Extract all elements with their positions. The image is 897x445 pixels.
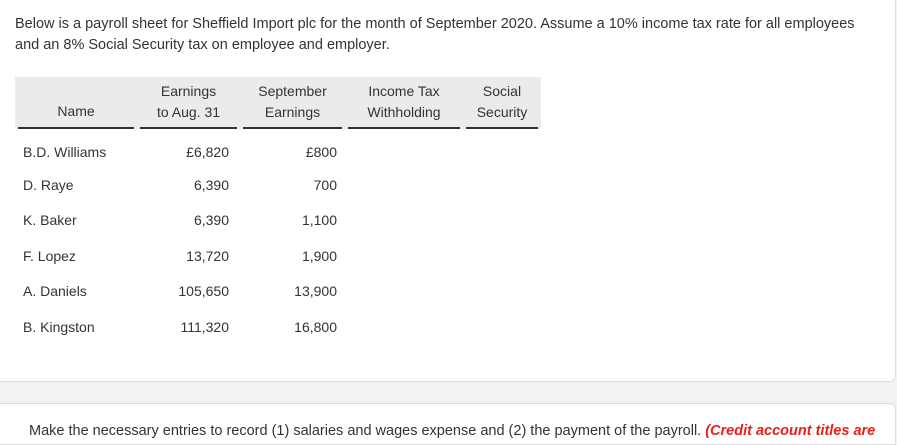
header-social-security-line1: Social [482, 83, 522, 99]
instruction-main: Make the necessary entries to record (1) salaries and wages expense and (2) the payment of the payroll. [29, 423, 706, 439]
cell-earnings: 6,390 [193, 176, 229, 193]
table-row [15, 238, 541, 274]
cell-name: B.D. Williams [23, 144, 107, 160]
table-row [15, 129, 541, 167]
header-name-label: Name [57, 103, 95, 119]
header-income-tax-line2: Withholding [367, 104, 441, 120]
cell-income-tax [345, 167, 463, 203]
header-social-security [463, 77, 541, 129]
header-social-security-line2: Security [476, 104, 528, 120]
table-row [15, 167, 541, 203]
cell-name: K. Baker [23, 212, 77, 229]
intro-line-1: Below is a payroll sheet for Sheffield Import plc for the month of September 2020. Assume a 10% income tax rate for all employees [15, 16, 855, 32]
table-row [15, 309, 541, 345]
table-header-row [15, 77, 541, 129]
cell-social-security [463, 309, 541, 345]
header-september [240, 77, 345, 129]
header-earnings [137, 77, 240, 129]
cell-name: B. Kingston [23, 318, 95, 335]
cell-social-security [463, 274, 541, 310]
cell-income-tax [345, 274, 463, 310]
cell-name: D. Raye [23, 176, 74, 193]
cell-earnings: 13,720 [186, 247, 229, 264]
cell-name: A. Daniels [23, 283, 87, 300]
header-september-line2: Earnings [264, 104, 321, 120]
cell-september: 1,900 [301, 247, 337, 264]
cell-september: 13,900 [294, 283, 337, 300]
cell-name: F. Lopez [23, 247, 76, 264]
instruction-panel [0, 403, 896, 445]
cell-social-security [463, 238, 541, 274]
table-row [15, 274, 541, 310]
cell-earnings: 111,320 [180, 318, 229, 335]
header-earnings-line1: Earnings [160, 83, 217, 99]
cell-earnings: £6,820 [186, 144, 229, 160]
cell-september: 16,800 [294, 318, 337, 335]
instruction-text [29, 423, 875, 439]
cell-income-tax [345, 238, 463, 274]
instruction-emphasis: (Credit account titles are [705, 423, 876, 439]
cell-earnings: 105,650 [178, 283, 229, 300]
payroll-table [15, 77, 541, 345]
cell-september: 700 [313, 176, 337, 193]
intro-text [15, 14, 875, 56]
header-earnings-line2: to Aug. 31 [156, 104, 221, 120]
cell-social-security [463, 129, 541, 167]
header-income-tax [345, 77, 463, 129]
cell-social-security [463, 167, 541, 203]
table-row [15, 203, 541, 239]
header-name [15, 77, 137, 129]
header-september-line1: September [258, 83, 327, 99]
cell-income-tax [345, 129, 463, 167]
cell-income-tax [345, 203, 463, 239]
cell-social-security [463, 203, 541, 239]
header-income-tax-line1: Income Tax [368, 83, 440, 99]
cell-earnings: 6,390 [193, 212, 229, 229]
cell-income-tax [345, 309, 463, 345]
cell-september: 1,100 [301, 212, 337, 229]
cell-september: £800 [305, 144, 337, 160]
intro-line-2: and an 8% Social Security tax on employee and employer. [15, 37, 390, 53]
